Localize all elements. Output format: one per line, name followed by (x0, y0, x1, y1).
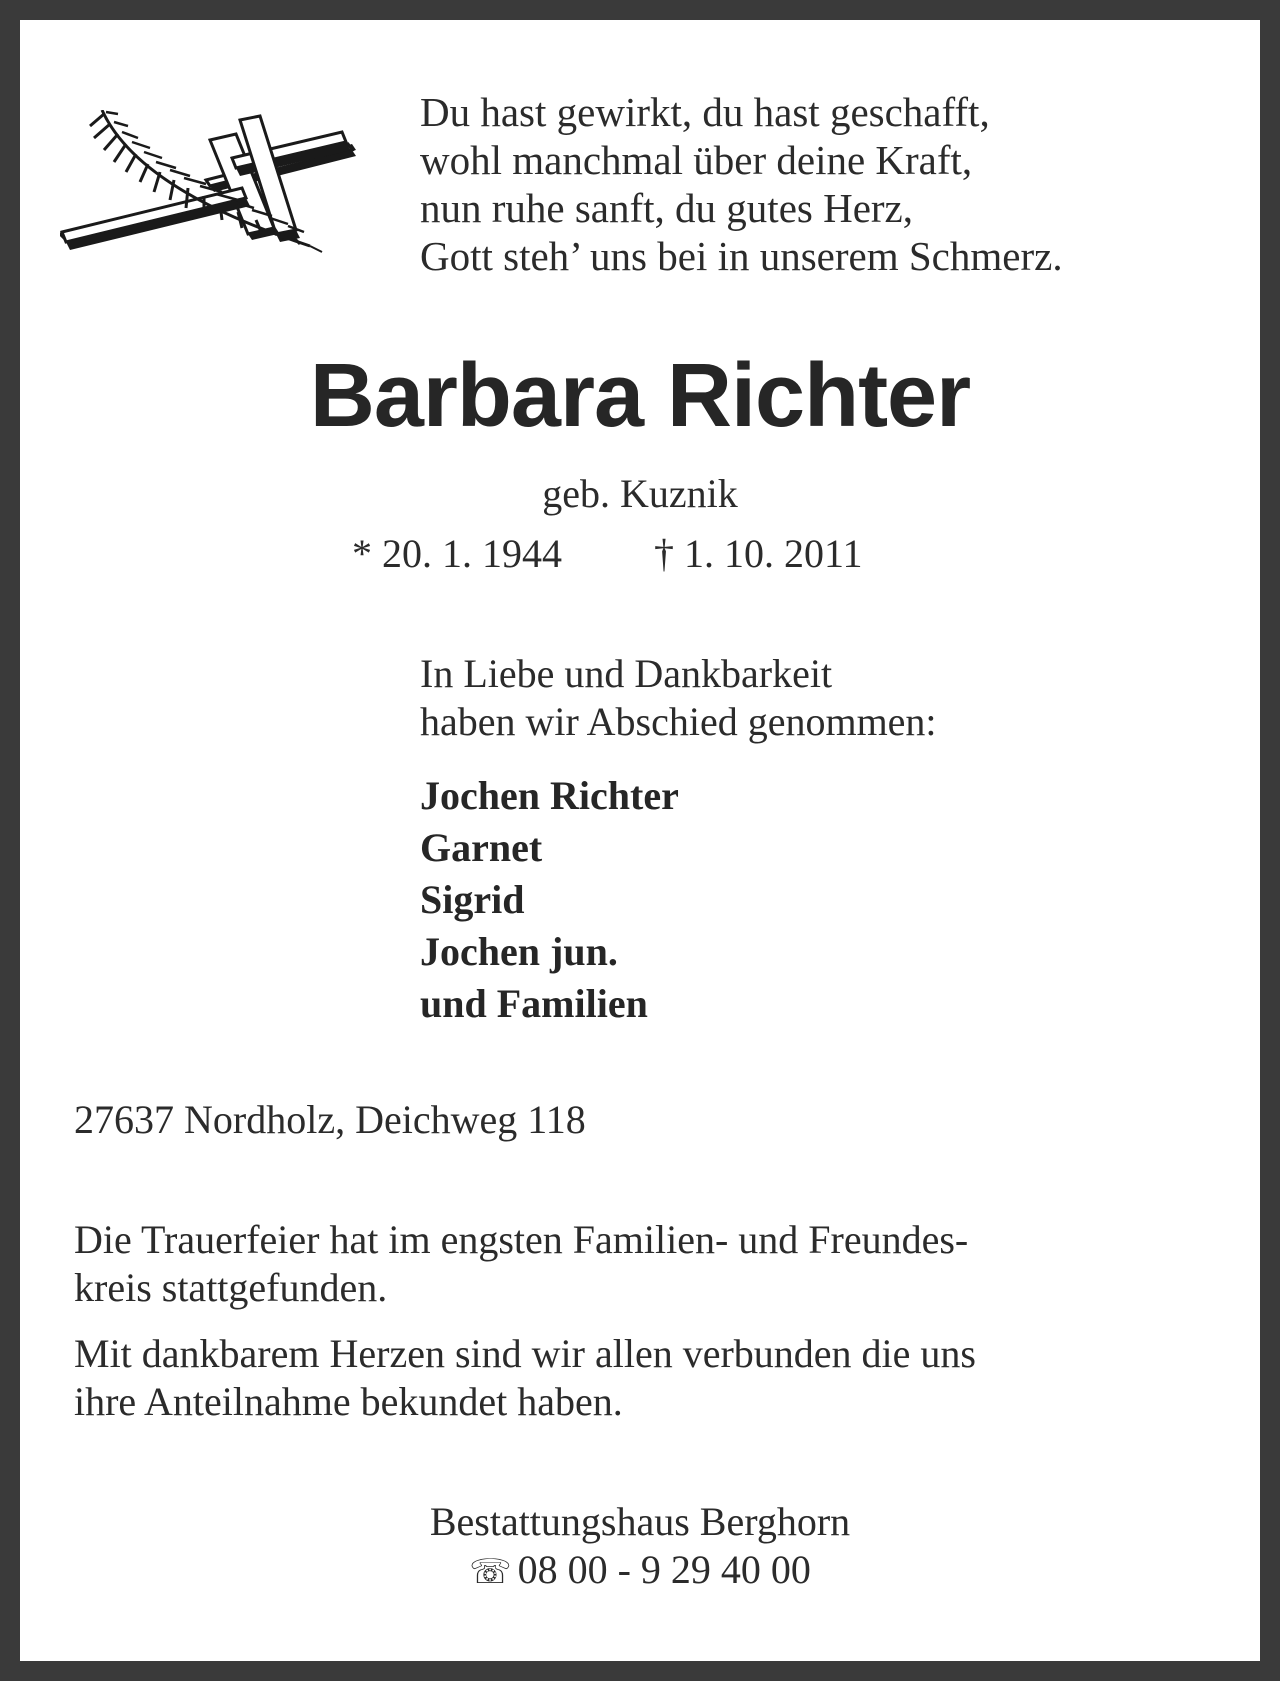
verse-line: wohl manchmal über deine Kraft, (420, 137, 973, 183)
telephone-icon: ☏ (469, 1552, 512, 1592)
farewell-line: In Liebe und Dankbarkeit (420, 651, 833, 696)
verse (420, 88, 1063, 280)
thanks-note (74, 1330, 976, 1426)
cross-palm-emblem (60, 110, 370, 280)
funeral-note-line: kreis stattgefunden. (74, 1265, 388, 1310)
mourners-list (420, 770, 679, 1030)
undertaker-phone (0, 1546, 1280, 1596)
mourner: Jochen jun. (420, 929, 618, 974)
thanks-note-line: ihre Anteilnahme bekundet haben. (74, 1379, 623, 1424)
address: 27637 Nordholz, Deichweg 118 (74, 1097, 586, 1142)
mourner: Jochen Richter (420, 773, 679, 818)
cross-icon (60, 116, 356, 268)
verse-line: nun ruhe sanft, du gutes Herz, (420, 185, 914, 231)
farewell-line: haben wir Abschied genommen: (420, 699, 937, 744)
funeral-note-line: Die Trauerfeier hat im engsten Familien- und Freundes- (74, 1217, 969, 1262)
deceased-name: Barbara Richter (309, 346, 971, 446)
life-dates (352, 530, 863, 578)
mourner: und Familien (420, 981, 648, 1026)
mourner: Garnet (420, 825, 543, 870)
verse-line: Du hast gewirkt, du hast geschafft, (420, 89, 990, 135)
funeral-note (74, 1216, 968, 1312)
farewell-text (420, 650, 937, 746)
death-date: † 1. 10. 2011 (654, 531, 863, 576)
thanks-note-line: Mit dankbarem Herzen sind wir allen verbunden die uns (74, 1331, 976, 1376)
birth-date: * 20. 1. 1944 (352, 531, 562, 576)
phone-number: 08 00 - 9 29 40 00 (517, 1547, 811, 1592)
birth-name: geb. Kuznik (542, 471, 738, 516)
mourner: Sigrid (420, 877, 525, 922)
undertaker-name: Bestattungshaus Berghorn (429, 1499, 851, 1544)
verse-line: Gott steh’ uns bei in unserem Schmerz. (420, 233, 1063, 279)
